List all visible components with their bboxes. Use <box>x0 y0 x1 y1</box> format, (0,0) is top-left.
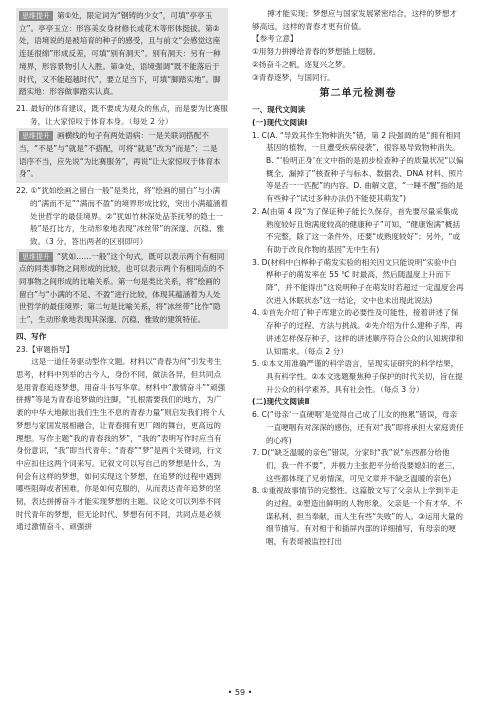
right-column <box>252 8 464 549</box>
analysis-box-1 <box>16 8 228 101</box>
answer-3: 3. D(材料中白桦种子萌发实验的相关因文只能说明“实验中白桦种子的萌发率在 55 ℃ 时最高，然后随温度上升而下降”，并不能得出“这说明种子在萌发时若超过一定温度会再次进入休眠状态”这一结论，文中也未出现此说法) <box>252 257 464 305</box>
reference-idea-2: ②扬奋斗之帆，逐复兴之梦。 <box>252 59 350 69</box>
answer-23-heading: 23.【审题指导】 <box>16 344 74 354</box>
unit-test-title: 第二单元检测卷 <box>319 88 397 100</box>
answer-21: 21. 最好的体育建议，既不要成为观众的焦点，而是要为比赛服务，让大家惊叹于体育本身。（每处 2 分） <box>16 103 228 126</box>
page-number: • 59 • <box>227 688 253 697</box>
reference-idea-1: ①用努力拼搏给青春的梦想插上翅膀。 <box>252 47 381 57</box>
answer-8: 8. ①重视故事情节的完整性。这篇散文写了父亲从上学到半走的过程。②塑造出鲜明的人物形象。父亲是一个有才华、不谋私利、担当奉献，而人生有些“失败”的人。③运用大量的细节描写。有对相于和插屏内部的详细描写，有母亲的哽咽，有表哥被监控打出 <box>252 486 463 547</box>
answer-1: 1. C(A. “导致其作生物种消失”错，第 2 段强调的是“拥有相同基因的植物，一旦遭受疾病侵袭”，很容易导致物种消失。B. “‘验明正身’在文中指的是初步检查种子的质量状况”以偏概全，漏掉了“核查种子与标本、数据表、DNA 材料、照片等是否一一匹配”的内容。D. 曲解文意，“一睡不醒”指的是有些种子“试过多种办法仍不能使其萌发”) <box>252 130 464 204</box>
analysis-text: 画横线的句子有两处语病：一是关联词搭配不当，“不是”与“就是”不搭配，可将“就是”改为“而是”；二是语序不当，应先说“为比赛服务”，再说“让大家惊叹于体育本身”。 <box>19 131 221 179</box>
section-heading-writing: 四、写作 <box>16 331 47 341</box>
analysis-text: 第①处，限定词为“钢铸的少女”，可填“亭亭玉立”。亭亭玉立：形容美女身材修长或花木等形体挺拔。第②处，语境说的是被培育的种子的感受，且与前文“会感觉这座连延很绵”形成反差，可填“别有洞天”。别有洞天：另有一种境界，形容景物引人入胜。第③处，语境强调“既不能落后于时代，又不能超越时代”，要立足当下，可填“脚踏实地”。脚踏实地：形容做事踏实认真。 <box>19 11 221 97</box>
analysis-tag: 思维提升 <box>19 11 53 21</box>
subsection-reading-1: (一)现代文阅读Ⅰ <box>252 117 308 127</box>
essay-guidance-continued: 搏才能实现；梦想应与国家发展紧密结合，这样的梦想才够高远，这样的青春才更有价值。 <box>252 9 458 31</box>
analysis-box-3 <box>16 249 228 329</box>
answer-2: 2. A(由第 4 段“为了保证种子能长久保存，首先要尽量采集成熟度较好且饱满度较高的健康种子”可知，“健康饱满”概括不完整，除了这一条件外，还要“成熟度较好”；另外，“或有助于改良作物的基因”无中生有) <box>252 206 461 254</box>
answer-4: 4. ①首先介绍了种子库建立的必要性及可能性，接着讲述了保存种子的过程、方法与挑战。②先介绍为什么建种子库，再讲述怎样保存种子，这样的讲述顺序符合公众的认知规律和认知需求。（每点 2 分） <box>252 308 464 356</box>
answer-22: 22. ①“犹如绘画之留白一般”是类比，将“绘画的留白”与小满的“满而不足”“满而不盈”的境界形成比较，突出小满蕴涵着处世哲学的最佳境界。②“犹如竹林深处品茶抚琴的隐士一般”是打比方，生动形象地表现“冰丝带”的深邃、沉稳、雅致。（3 分，答出两者的区别即可） <box>16 186 228 246</box>
analysis-text: “犹如……一般”这个句式，既可以表示两个有相同点的同类事物之间形成的比较，也可以表示两个有相同点的不同事物之间形成的比喻关系。第一句是类比关系，将“绘画的留白”与“小满的不足、不盈”进行比较，体现其蕴涵着为人处世哲学的最佳境界；第二句是比喻关系，将“冰丝带”比作“隐士”，生动形象地表现其深邃、沉稳、雅致的建筑特征。 <box>19 251 225 325</box>
section-heading-reading: 一、现代文阅读 <box>252 105 306 115</box>
subsection-reading-2: (二)现代文阅读Ⅱ <box>252 397 310 407</box>
answer-7: 7. D(“缺乏温暖的亲色”错误，分家时“我”说“东西都分给他们，我一件不要”，并极力主张把平分给没要媳妇的老三，这些都体现了兄弟情深，可见文章并不缺乏温暖的亲色) <box>252 448 460 483</box>
reference-ideas-title: 【参考立意】 <box>252 34 298 44</box>
left-column <box>16 8 228 534</box>
analysis-tag: 思维提升 <box>19 252 53 262</box>
analysis-tag: 思维提升 <box>19 131 53 141</box>
answer-5: 5. ①本文用准确严谨的科学语言，呈现实证研究的科学结果，具有科学性。②本文选题聚焦种子保护的时代关切，旨在提升公众的科学素养，具有社会性。（每点 3 分） <box>252 359 463 394</box>
essay-guidance: 这是一道任务驱动型作文题。材料以“青春为何”引发考生思考，材料中列举的古今人，身份不同，做法各异，但共同点是用青春追逐梦想，用奋斗书写华章。材料中“激情奋斗”“顽强拼搏”等是为青春追梦做的注脚，“扎根需要我们的地方，为广袤的中华大地献出我们生生不息的青春力量”则启发我们将个人梦想与家国发展相融合，让青春拥有更厂阔的舞台，更高远的理想。写作主题“我的青春我的梦”，“我的”表明写作时应当有身份意识，“我”即当代青年；“青春”“梦”是两个关键词，行文中应扣住这两个词来写。记叙文可以写自己的梦想是什么，为何会有这样的梦想，如何实现这个梦想，在追梦的过程中遇到哪些阻碍或者困难，你是如何克服的，从而表达青年追梦的坚韧，表达拼搏奋斗才能实现梦想的主题。议论文可以列举不同时代青年的梦想，但无论时代、梦想有何不同，共同点是必须通过激情奋斗、顽强拼 <box>16 357 226 532</box>
reference-idea-3: ③青春逐梦，与国同行。 <box>252 72 335 82</box>
answer-6: 6. C(“母亲‘一直硬咽’是觉得自己成了儿女的拖累”错误，母亲一直哽咽有对深深的感伤，还有对“我”即将承担大家庭责任的心疼) <box>252 410 464 445</box>
analysis-box-2 <box>16 128 228 183</box>
